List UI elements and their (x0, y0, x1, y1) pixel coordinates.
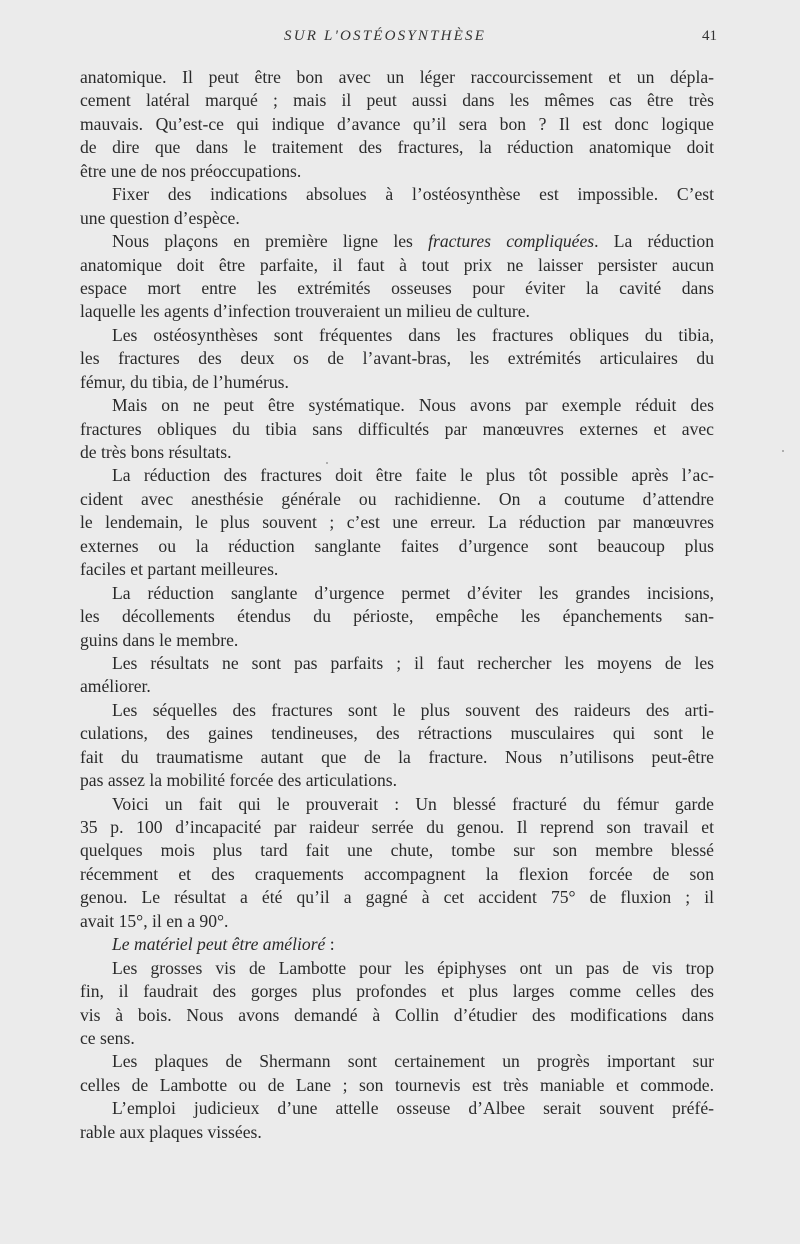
text-line: culations, des gaines tendineuses, des rétractions musculaires qui sont le (80, 723, 714, 744)
text-line (80, 230, 714, 253)
running-title: SUR L'OSTÉOSYNTHÈSE (284, 28, 487, 44)
text-line: faciles et partant meilleures. (80, 559, 279, 580)
text-line: fémur, du tibia, de l’humérus. (80, 371, 289, 392)
italic-heading: Le matériel peut être amélioré (112, 934, 326, 955)
text-line: mauvais. Qu’est-ce qui indique d’avance qu’il sera bon ? Il est donc logique (80, 113, 714, 134)
text-line: guins dans le membre. (80, 629, 239, 650)
text-line: externes ou la réduction sanglante faites d’urgence sont beaucoup plus (80, 535, 714, 556)
text-line: améliorer. (80, 676, 151, 697)
text-line: Les résultats ne sont pas parfaits ; il faut rechercher les moyens de les (112, 652, 714, 673)
text-line: vis à bois. Nous avons demandé à Collin d’étudier des modifications dans (80, 1004, 714, 1025)
text-line: espace mort entre les extrémités osseuses pour éviter la cavité dans (80, 277, 714, 298)
text-line: laquelle les agents d’infection trouveraient un milieu de culture. (80, 301, 530, 322)
text-line: Les ostéosynthèses sont fréquentes dans les fractures obliques du tibia, (112, 324, 714, 345)
text-line: genou. Le résultat a été qu’il a gagné à cet accident 75° de fluxion ; il (80, 887, 714, 908)
text-line: de dire que dans le traitement des fractures, la réduction anatomique doit (80, 137, 714, 158)
body-text (80, 66, 714, 1144)
text-line: ce sens. (80, 1027, 135, 1048)
print-speck (782, 450, 784, 452)
text-line: cement latéral marqué ; mais il peut aussi dans les mêmes cas être très (80, 90, 714, 111)
text-line: La réduction sanglante d’urgence permet d’éviter les grandes incisions, (112, 582, 714, 603)
text-line: La réduction des fractures doit être faite le plus tôt possible après l’ac- (112, 465, 714, 486)
text-line: quelques mois plus tard fait une chute, tombe sur son membre blessé (80, 840, 714, 861)
text-line: de très bons résultats. (80, 442, 232, 462)
text-line: avait 15°, il en a 90°. (80, 910, 229, 931)
running-head (0, 28, 800, 48)
text-line: pas assez la mobilité forcée des articulations. (80, 770, 398, 791)
text-line: récemment et des craquements accompagnent la flexion forcée de son (80, 863, 714, 884)
line-text: Nous plaçons en première ligne les (112, 231, 429, 252)
text-line: Les grosses vis de Lambotte pour les épiphyses ont un pas de vis trop (112, 957, 714, 978)
text-line: le lendemain, le plus souvent ; c’est une erreur. La réduction par manœuvres (80, 512, 714, 533)
text-line: anatomique doit être parfaite, il faut à tout prix ne laisser persister aucun (80, 254, 714, 275)
text-line: 35 p. 100 d’incapacité par raideur serrée du genou. Il reprend son travail et (80, 817, 714, 837)
text-line: Les plaques de Shermann sont certainement un progrès important sur (112, 1051, 714, 1072)
text-line: rable aux plaques vissées. (80, 1121, 262, 1142)
text-line: une question d’espèce. (80, 207, 240, 228)
page-number: 41 (702, 28, 717, 44)
text-line: Mais on ne peut être systématique. Nous avons par exemple réduit des (112, 395, 714, 416)
text-line: les fractures des deux os de l’avant-bras, les extrémités articulaires du (80, 348, 714, 369)
text-line: L’emploi judicieux d’une attelle osseuse d’Albee serait souvent préfé- (112, 1098, 714, 1119)
text-line: les décollements étendus du périoste, empêche les épanchements san- (80, 606, 714, 627)
text-line (80, 933, 714, 956)
text-line: Voici un fait qui le prouverait : Un blessé fracturé du fémur garde (112, 793, 714, 814)
print-speck (326, 462, 328, 464)
text-line: fractures obliques du tibia sans difficultés par manœuvres externes et avec (80, 418, 714, 439)
text-line: anatomique. Il peut être bon avec un léger raccourcissement et un dépla- (80, 67, 714, 87)
text-line: celles de Lambotte ou de Lane ; son tournevis est très maniable et commode. (80, 1074, 714, 1095)
line-text: : (325, 934, 335, 955)
text-line: fin, il faudrait des gorges plus profondes et plus larges comme celles des (80, 981, 714, 1002)
text-line: fait du traumatisme autant que de la fracture. Nous n’utilisons peut-être (80, 746, 714, 767)
text-line: cident avec anesthésie générale ou rachidienne. On a coutume d’attendre (80, 488, 714, 509)
text-line: Les séquelles des fractures sont le plus souvent des raideurs des arti- (112, 699, 714, 720)
italic-emphasis: fractures compliquées (428, 231, 595, 252)
text-line: Fixer des indications absolues à l’ostéosynthèse est impossible. C’est (112, 184, 714, 205)
line-text: . La réduction (594, 231, 714, 252)
text-line: être une de nos préoccupations. (80, 160, 302, 181)
